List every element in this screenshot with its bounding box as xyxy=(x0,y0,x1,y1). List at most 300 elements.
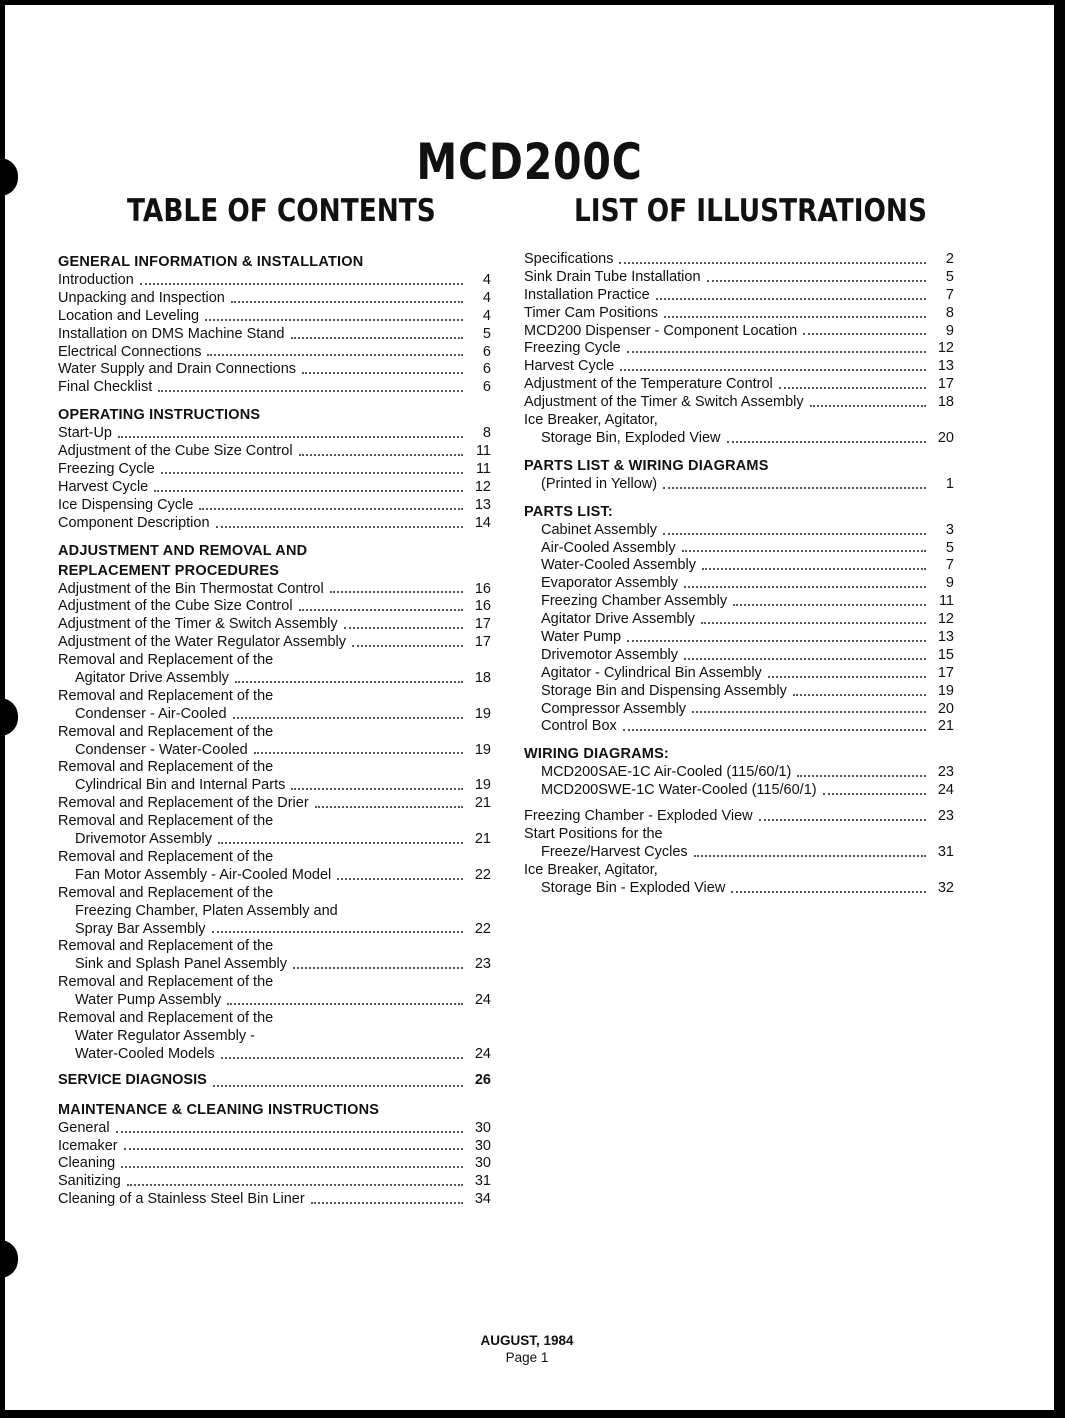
entry-page-number: 31 xyxy=(474,1173,491,1190)
toc-entry xyxy=(58,956,491,974)
toc-entry xyxy=(524,430,954,448)
dot-leader xyxy=(663,532,926,535)
dot-leader xyxy=(810,404,926,407)
entry-label: Adjustment of the Water Regulator Assembly xyxy=(58,634,346,651)
toc-line xyxy=(58,903,491,921)
entry-page-number: 30 xyxy=(474,1119,491,1136)
entry-label: Removal and Replacement of the xyxy=(58,687,274,704)
toc-entry xyxy=(524,540,954,558)
list-of-illustrations xyxy=(524,251,954,898)
entry-label: Sink Drain Tube Installation xyxy=(524,268,701,285)
toc-entry xyxy=(58,308,491,326)
toc-entry xyxy=(58,461,491,479)
dot-leader xyxy=(311,1201,463,1204)
toc-entry xyxy=(58,1046,491,1064)
entry-label: Harvest Cycle xyxy=(524,358,615,375)
entry-page-number: 22 xyxy=(474,920,491,937)
toc-line xyxy=(58,974,491,992)
dot-leader xyxy=(330,590,463,593)
entry-page-number: 9 xyxy=(945,575,954,592)
entry-label: Freezing Cycle xyxy=(58,461,155,478)
entry-page-number: 21 xyxy=(474,831,491,848)
toc-entry xyxy=(58,1072,491,1092)
dot-leader xyxy=(231,300,463,303)
punch-hole xyxy=(0,1240,18,1278)
entry-page-number: 15 xyxy=(937,646,954,663)
toc-entry xyxy=(58,706,491,724)
dot-leader xyxy=(302,371,463,374)
dot-leader xyxy=(235,680,463,683)
dot-leader xyxy=(121,1165,463,1168)
dot-leader xyxy=(299,453,463,456)
dot-leader xyxy=(199,507,463,510)
section-heading: GENERAL INFORMATION & INSTALLATION xyxy=(58,254,364,270)
dot-leader xyxy=(620,368,926,371)
entry-label: General xyxy=(58,1119,110,1136)
entry-label: Unpacking and Inspection xyxy=(58,289,225,306)
entry-label: Fan Motor Assembly - Air-Cooled Model xyxy=(75,866,332,883)
toc-entry xyxy=(58,921,491,939)
toc-entry xyxy=(524,476,954,494)
dot-leader xyxy=(233,716,463,719)
entry-page-number: 31 xyxy=(937,843,954,860)
entry-page-number: 17 xyxy=(937,376,954,393)
entry-page-number: 18 xyxy=(474,670,491,687)
toc-entry xyxy=(524,557,954,575)
entry-page-number: 21 xyxy=(937,718,954,735)
entry-page-number: 26 xyxy=(474,1071,491,1088)
table-of-contents xyxy=(58,252,491,1209)
toc-entry xyxy=(58,1173,491,1191)
footer-date: AUGUST, 1984 xyxy=(480,1333,574,1348)
toc-entry xyxy=(58,272,491,290)
entry-page-number: 5 xyxy=(945,268,954,285)
dot-leader xyxy=(803,332,926,335)
dot-leader xyxy=(731,890,926,893)
punch-hole xyxy=(0,698,18,736)
dot-leader xyxy=(656,297,926,300)
entry-page-number: 12 xyxy=(937,340,954,357)
toc-entry xyxy=(58,1138,491,1156)
toc-entry xyxy=(524,340,954,358)
entry-label: Adjustment of the Cube Size Control xyxy=(58,598,293,615)
toc-entry xyxy=(58,634,491,652)
toc-entry xyxy=(524,844,954,862)
toc-line xyxy=(58,759,491,777)
dot-leader xyxy=(779,386,926,389)
entry-page-number: 21 xyxy=(474,795,491,812)
toc-entry xyxy=(58,379,491,397)
entry-page-number: 30 xyxy=(474,1155,491,1172)
entry-label: Removal and Replacement of the xyxy=(58,723,274,740)
entry-page-number: 13 xyxy=(937,629,954,646)
entry-label: Water Pump xyxy=(541,629,622,646)
entry-label: Removal and Replacement of the Drier xyxy=(58,795,309,812)
dot-leader xyxy=(216,525,463,528)
toc-entry xyxy=(524,593,954,611)
toc-entry xyxy=(524,665,954,683)
entry-page-number: 5 xyxy=(482,325,491,342)
dot-leader xyxy=(701,621,926,624)
toc-entry xyxy=(58,670,491,688)
dot-leader xyxy=(627,639,926,642)
toc-entry xyxy=(524,358,954,376)
entry-label: Ice Breaker, Agitator, xyxy=(524,861,658,878)
entry-label: Sanitizing xyxy=(58,1173,121,1190)
entry-label: Adjustment of the Timer & Switch Assembly xyxy=(58,616,338,633)
toc-entry xyxy=(58,515,491,533)
dot-leader xyxy=(684,585,926,588)
entry-label: Ice Dispensing Cycle xyxy=(58,496,194,513)
entry-label: Removal and Replacement of the xyxy=(58,813,274,830)
section-heading: PARTS LIST: xyxy=(524,503,613,520)
entry-label: Adjustment of the Temperature Control xyxy=(524,376,773,393)
entry-page-number: 8 xyxy=(945,304,954,321)
entry-label: Sink and Splash Panel Assembly xyxy=(75,956,287,973)
toc-entry xyxy=(524,683,954,701)
entry-label: Freezing Chamber - Exploded View xyxy=(524,808,753,825)
dot-leader xyxy=(140,282,463,285)
entry-label: Removal and Replacement of the xyxy=(58,938,274,955)
section-heading: PARTS LIST & WIRING DIAGRAMS xyxy=(524,457,769,474)
entry-page-number: 18 xyxy=(937,394,954,411)
section-heading: MAINTENANCE & CLEANING INSTRUCTIONS xyxy=(58,1101,380,1118)
entry-page-number: 11 xyxy=(475,443,491,460)
entry-label: Cabinet Assembly xyxy=(541,521,658,538)
toc-line xyxy=(58,688,491,706)
entry-label: Spray Bar Assembly xyxy=(75,920,206,937)
toc-entry xyxy=(524,305,954,323)
entry-label: Removal and Replacement of the xyxy=(58,848,274,865)
dot-leader xyxy=(623,728,926,731)
dot-leader xyxy=(299,608,463,611)
toc-entry xyxy=(524,718,954,736)
entry-page-number: 9 xyxy=(945,322,954,339)
entry-label: Compressor Assembly xyxy=(541,700,687,717)
section-gap xyxy=(58,397,491,405)
toc-entry xyxy=(58,290,491,308)
entry-label: Cleaning of a Stainless Steel Bin Liner xyxy=(58,1191,305,1208)
entry-label: Cleaning xyxy=(58,1155,116,1172)
toc-entry xyxy=(524,376,954,394)
section-gap xyxy=(524,494,954,502)
entry-page-number: 20 xyxy=(937,700,954,717)
toc-entry xyxy=(58,1191,491,1209)
entry-page-number: 4 xyxy=(482,307,491,324)
dot-leader xyxy=(207,353,463,356)
entry-page-number: 14 xyxy=(474,514,491,531)
entry-label: (Printed in Yellow) xyxy=(541,475,658,492)
toc-entry xyxy=(58,616,491,634)
toc-entry xyxy=(524,251,954,269)
toc-entry xyxy=(524,764,954,782)
toc-entry xyxy=(58,831,491,849)
toc-entry xyxy=(58,1155,491,1173)
dot-leader xyxy=(227,1002,463,1005)
entry-label: Storage Bin and Dispensing Assembly xyxy=(541,682,787,699)
document-page xyxy=(5,5,1054,1410)
entry-page-number: 23 xyxy=(937,808,954,825)
entry-label: Agitator - Cylindrical Bin Assembly xyxy=(541,664,762,681)
toc-line xyxy=(58,652,491,670)
dot-leader xyxy=(291,336,464,339)
entry-page-number: 8 xyxy=(482,425,491,442)
entry-label: Freezing Chamber Assembly xyxy=(541,593,728,610)
dot-leader xyxy=(768,675,926,678)
dot-leader xyxy=(124,1147,463,1150)
entry-label: Agitator Drive Assembly xyxy=(75,670,229,687)
toc-entry xyxy=(524,522,954,540)
entry-page-number: 13 xyxy=(474,496,491,513)
section-gap xyxy=(58,1092,491,1100)
entry-label: Removal and Replacement of the xyxy=(58,759,274,776)
toc-entry xyxy=(58,867,491,885)
dot-leader xyxy=(823,792,926,795)
dot-leader xyxy=(118,435,463,438)
entry-label: Ice Breaker, Agitator, xyxy=(524,412,658,429)
entry-label: Drivemotor Assembly xyxy=(75,831,212,848)
section-gap xyxy=(58,1064,491,1072)
entry-page-number: 24 xyxy=(474,1045,491,1062)
toc-entry xyxy=(58,598,491,616)
entry-label: Water Supply and Drain Connections xyxy=(58,361,297,378)
entry-label: Location and Leveling xyxy=(58,307,200,324)
entry-page-number: 11 xyxy=(475,461,491,478)
entry-label: SERVICE DIAGNOSIS xyxy=(58,1071,207,1088)
entry-page-number: 30 xyxy=(474,1137,491,1154)
entry-label: MCD200SAE-1C Air-Cooled (115/60/1) xyxy=(541,764,792,781)
entry-label: Component Description xyxy=(58,514,210,531)
entry-page-number: 19 xyxy=(474,777,491,794)
section-gap xyxy=(524,800,954,808)
dot-leader xyxy=(127,1183,463,1186)
entry-label: Evaporator Assembly xyxy=(541,575,679,592)
dot-leader xyxy=(293,966,463,969)
entry-label: Freezing Chamber, Platen Assembly and xyxy=(75,902,338,919)
entry-label: Introduction xyxy=(58,272,134,288)
toc-entry xyxy=(58,425,491,443)
entry-page-number: 3 xyxy=(945,521,954,538)
toc-entry xyxy=(58,992,491,1010)
entry-label: Water-Cooled Models xyxy=(75,1045,215,1062)
entry-page-number: 16 xyxy=(474,580,491,597)
toc-entry xyxy=(524,701,954,719)
entry-label: Removal and Replacement of the xyxy=(58,652,274,669)
section-heading: WIRING DIAGRAMS: xyxy=(524,746,669,763)
entry-page-number: 7 xyxy=(945,286,954,303)
entry-label: Final Checklist xyxy=(58,379,153,396)
entry-label: Freezing Cycle xyxy=(524,340,621,357)
toc-entry xyxy=(58,777,491,795)
entry-page-number: 19 xyxy=(474,741,491,758)
dot-leader xyxy=(116,1130,463,1133)
toc-line xyxy=(58,1010,491,1028)
loi-heading: LIST OF ILLUSTRATIONS xyxy=(574,193,927,229)
toc-entry xyxy=(524,575,954,593)
toc-entry xyxy=(58,479,491,497)
dot-leader xyxy=(684,657,926,660)
section-gap xyxy=(524,448,954,456)
footer-page-number: Page 1 xyxy=(505,1350,549,1365)
dot-leader xyxy=(702,567,926,570)
entry-page-number: 13 xyxy=(937,358,954,375)
entry-page-number: 7 xyxy=(945,557,954,574)
entry-label: Start-Up xyxy=(58,425,112,442)
entry-label: Start Positions for the xyxy=(524,826,663,843)
entry-page-number: 34 xyxy=(474,1191,491,1208)
dot-leader xyxy=(315,805,463,808)
entry-label: Adjustment of the Bin Thermostat Control xyxy=(58,580,324,597)
toc-entry xyxy=(58,795,491,813)
entry-page-number: 11 xyxy=(938,593,954,610)
section-heading: REPLACEMENT PROCEDURES xyxy=(58,562,280,579)
toc-line xyxy=(524,826,954,844)
toc-entry xyxy=(58,1120,491,1138)
toc-entry xyxy=(524,880,954,898)
entry-page-number: 19 xyxy=(474,705,491,722)
entry-page-number: 22 xyxy=(474,866,491,883)
entry-page-number: 16 xyxy=(474,598,491,615)
entry-page-number: 17 xyxy=(474,634,491,651)
dot-leader xyxy=(694,854,926,857)
dot-leader xyxy=(692,710,926,713)
dot-leader xyxy=(213,1084,463,1087)
entry-label: Removal and Replacement of the xyxy=(58,1009,274,1026)
toc-entry xyxy=(58,443,491,461)
entry-page-number: 12 xyxy=(474,478,491,495)
entry-page-number: 32 xyxy=(937,879,954,896)
entry-label: Removal and Replacement of the xyxy=(58,974,274,991)
entry-label: MCD200 Dispenser - Component Location xyxy=(524,322,798,339)
dot-leader xyxy=(627,350,926,353)
toc-entry xyxy=(58,497,491,515)
entry-page-number: 2 xyxy=(945,251,954,267)
entry-label: Harvest Cycle xyxy=(58,478,149,495)
entry-label: Adjustment of the Cube Size Control xyxy=(58,443,293,460)
dot-leader xyxy=(161,471,463,474)
dot-leader xyxy=(158,389,463,392)
entry-page-number: 6 xyxy=(482,379,491,396)
entry-label: Air-Cooled Assembly xyxy=(541,539,676,556)
entry-label: Cylindrical Bin and Internal Parts xyxy=(75,777,286,794)
toc-line xyxy=(524,412,954,430)
toc-entry xyxy=(524,647,954,665)
entry-label: Water-Cooled Assembly xyxy=(541,557,696,574)
entry-label: Storage Bin, Exploded View xyxy=(541,429,721,446)
toc-entry xyxy=(524,611,954,629)
toc-entry xyxy=(58,581,491,599)
entry-label: Water Regulator Assembly - xyxy=(75,1027,255,1044)
entry-page-number: 20 xyxy=(937,429,954,446)
toc-entry xyxy=(58,361,491,379)
dot-leader xyxy=(154,489,463,492)
entry-page-number: 23 xyxy=(937,764,954,781)
toc-entry xyxy=(524,808,954,826)
section-heading: ADJUSTMENT AND REMOVAL AND xyxy=(58,542,308,559)
dot-leader xyxy=(664,315,926,318)
dot-leader xyxy=(205,318,463,321)
entry-page-number: 4 xyxy=(482,289,491,306)
entry-label: Installation on DMS Machine Stand xyxy=(58,325,285,342)
entry-label: Adjustment of the Timer & Switch Assembly xyxy=(524,394,804,411)
entry-page-number: 6 xyxy=(482,361,491,378)
dot-leader xyxy=(218,841,463,844)
entry-label: Timer Cam Positions xyxy=(524,304,659,321)
dot-leader xyxy=(352,644,463,647)
entry-label: Freeze/Harvest Cycles xyxy=(541,843,688,860)
dot-leader xyxy=(793,693,926,696)
toc-entry xyxy=(524,269,954,287)
dot-leader xyxy=(759,818,926,821)
dot-leader xyxy=(221,1056,463,1059)
dot-leader xyxy=(619,261,926,264)
toc-line xyxy=(58,1028,491,1046)
entry-label: Condenser - Air-Cooled xyxy=(75,705,227,722)
entry-page-number: 19 xyxy=(937,682,954,699)
entry-label: MCD200SWE-1C Water-Cooled (115/60/1) xyxy=(541,782,817,799)
dot-leader xyxy=(797,774,926,777)
entry-label: Icemaker xyxy=(58,1137,118,1154)
toc-entry xyxy=(58,742,491,760)
dot-leader xyxy=(707,279,926,282)
toc-line xyxy=(58,885,491,903)
toc-entry xyxy=(58,344,491,362)
entry-page-number: 24 xyxy=(474,992,491,1009)
toc-entry xyxy=(58,326,491,344)
toc-entry xyxy=(524,782,954,800)
page-footer xyxy=(465,1332,589,1366)
dot-leader xyxy=(291,787,463,790)
toc-entry xyxy=(524,323,954,341)
entry-page-number: 17 xyxy=(474,616,491,633)
dot-leader xyxy=(212,930,463,933)
toc-line xyxy=(58,724,491,742)
toc-line xyxy=(58,849,491,867)
entry-label: Agitator Drive Assembly xyxy=(541,611,695,628)
section-gap xyxy=(524,736,954,744)
dot-leader xyxy=(682,549,926,552)
toc-entry xyxy=(524,629,954,647)
punch-hole xyxy=(0,158,18,196)
entry-page-number: 12 xyxy=(937,611,954,628)
entry-label: Storage Bin - Exploded View xyxy=(541,879,726,896)
dot-leader xyxy=(727,440,927,443)
toc-entry xyxy=(524,394,954,412)
entry-page-number: 5 xyxy=(945,539,954,556)
entry-label: Drivemotor Assembly xyxy=(541,646,678,663)
entry-page-number: 4 xyxy=(482,272,491,288)
dot-leader xyxy=(733,603,926,606)
toc-entry xyxy=(524,287,954,305)
entry-page-number: 1 xyxy=(945,475,954,492)
dot-leader xyxy=(663,486,926,489)
section-gap xyxy=(58,533,491,541)
entry-label: Removal and Replacement of the xyxy=(58,884,274,901)
entry-label: Electrical Connections xyxy=(58,343,202,360)
entry-label: Specifications xyxy=(524,251,614,267)
toc-heading: TABLE OF CONTENTS xyxy=(127,193,436,229)
entry-page-number: 6 xyxy=(482,343,491,360)
dot-leader xyxy=(337,877,463,880)
entry-page-number: 23 xyxy=(474,956,491,973)
document-title: MCD200C xyxy=(416,133,643,191)
entry-label: Installation Practice xyxy=(524,286,650,303)
entry-label: Condenser - Water-Cooled xyxy=(75,741,248,758)
toc-line xyxy=(58,938,491,956)
entry-page-number: 17 xyxy=(937,664,954,681)
section-heading: OPERATING INSTRUCTIONS xyxy=(58,407,261,424)
dot-leader xyxy=(344,626,463,629)
